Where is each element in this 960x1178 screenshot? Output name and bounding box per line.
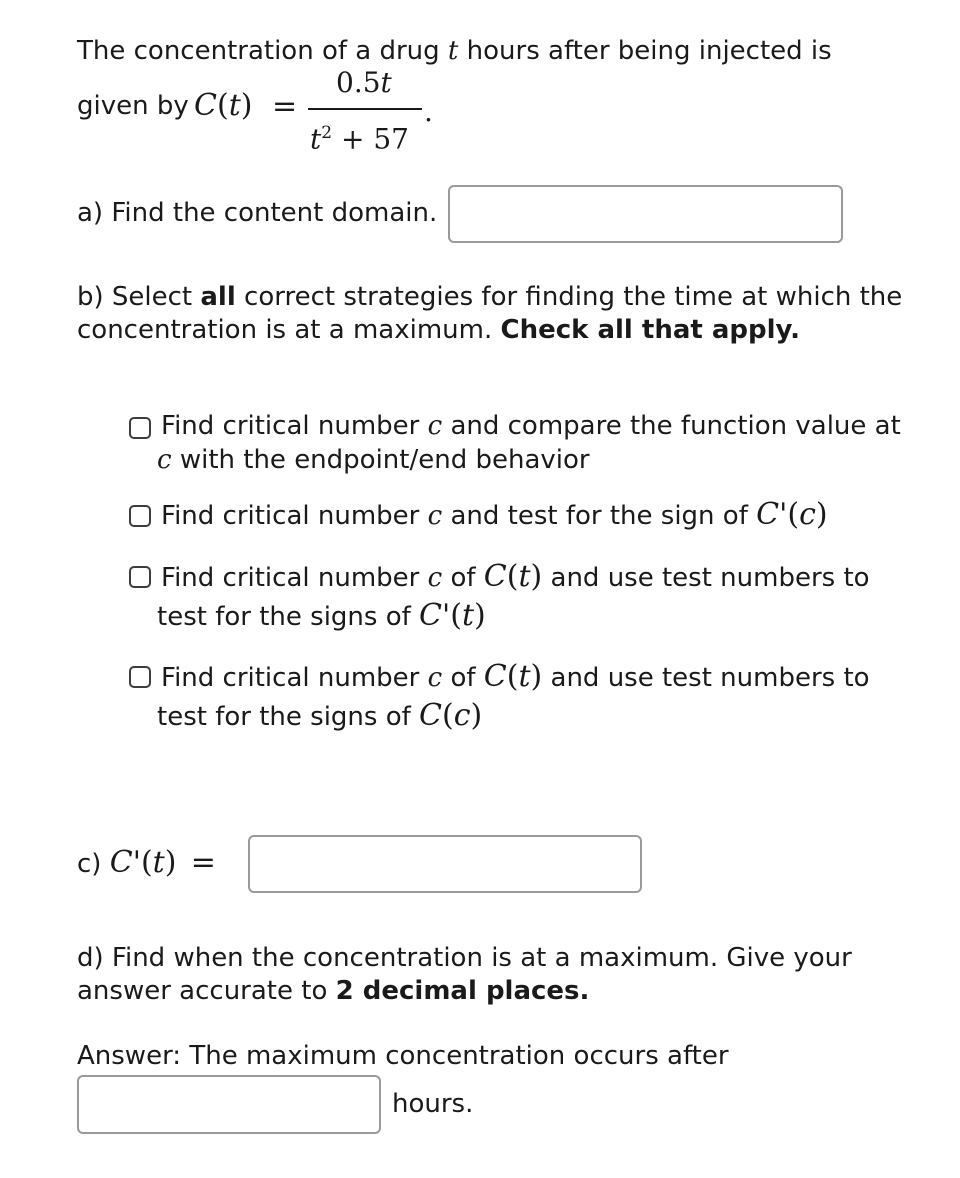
option-3-arg: t: [518, 559, 531, 594]
part-b-line-2: [77, 314, 800, 347]
option-2-var-c: c: [427, 501, 443, 531]
option-3-func: C: [483, 559, 507, 594]
option-4-close: ): [530, 659, 543, 694]
option-1-line-2-var-c: c: [157, 445, 172, 475]
option-2-arg: c: [799, 497, 816, 532]
option-4-of: of: [450, 663, 476, 693]
numerator-variable: t: [380, 66, 392, 99]
formula-rparen: ): [240, 88, 253, 123]
fraction-numerator: [336, 66, 392, 99]
option-3-var-c: c: [427, 563, 443, 593]
option-2-line-1: [161, 498, 828, 533]
derivative-input[interactable]: [248, 835, 642, 893]
option-4-func: C: [483, 659, 507, 694]
option-3-line-2-open: (: [450, 598, 462, 633]
option-3-of: of: [450, 563, 476, 593]
intro-line-1-pre: The concentration of a drug: [77, 36, 440, 66]
hours-unit: hours.: [392, 1089, 474, 1119]
option-4-line-2-open: (: [442, 698, 454, 733]
option-3-text-b: and use test numbers to: [550, 563, 870, 593]
part-b-line-2-pre: concentration is at a maximum.: [77, 315, 493, 345]
option-2-prime: ': [779, 497, 788, 532]
option-3-open: (: [506, 559, 519, 594]
option-4-var-c: c: [427, 663, 443, 693]
domain-input[interactable]: [448, 185, 843, 243]
part-b-line-2-bold: Check all that apply.: [500, 315, 800, 345]
option-3-line-2: [157, 599, 486, 634]
option-3-checkbox[interactable]: [129, 566, 151, 588]
part-c-func: C: [109, 845, 133, 880]
option-1-text-a: Find critical number: [161, 411, 420, 441]
option-3-text-a: Find critical number: [161, 563, 420, 593]
answer-label: Answer: The maximum concentration occurs after: [77, 1041, 729, 1071]
option-2-checkbox[interactable]: [129, 505, 151, 527]
intro-line-2: given by: [77, 91, 189, 121]
part-b-line-1-pre: b) Select: [77, 282, 193, 312]
option-2-close: ): [815, 497, 828, 532]
option-4-checkbox[interactable]: [129, 666, 151, 688]
fraction-denominator: [310, 117, 409, 155]
numerator-coefficient: 0.5: [336, 66, 381, 99]
option-4-line-2-close: ): [470, 698, 483, 733]
denominator-exponent: 2: [321, 123, 333, 143]
part-b-line-1-bold: all: [200, 282, 236, 312]
part-d-line-2: [77, 975, 589, 1008]
part-c-open: (: [140, 845, 153, 880]
option-1-line-2: [157, 444, 590, 477]
option-1-line-2-text: with the endpoint/end behavior: [179, 445, 590, 475]
option-2-open: (: [787, 497, 800, 532]
intro-variable-t: t: [447, 36, 459, 66]
option-1-var-c: c: [427, 411, 443, 441]
part-b-line-1: [77, 281, 902, 314]
part-c-arg: t: [152, 845, 165, 880]
option-4-open: (: [506, 659, 519, 694]
part-c-close: ): [164, 845, 177, 880]
part-b-line-1-post: correct strategies for finding the time at which the: [244, 282, 903, 312]
formula-lhs: [194, 89, 252, 122]
part-a-label: a) Find the content domain.: [77, 198, 438, 228]
part-d-line-1: d) Find when the concentration is at a maximum. Give your: [77, 943, 852, 973]
part-d-line-2-pre: answer accurate to: [77, 976, 328, 1006]
option-2-func: C: [756, 497, 780, 532]
option-3-close: ): [530, 559, 543, 594]
option-3-line-2-arg: t: [461, 598, 475, 633]
formula-equals: =: [272, 89, 298, 124]
option-3-line-2-prime: ': [442, 598, 451, 633]
option-1-text-b: and compare the function value at: [450, 411, 901, 441]
max-time-input[interactable]: [77, 1075, 381, 1134]
option-4-text-a: Find critical number: [161, 663, 420, 693]
part-c-label: [77, 846, 216, 881]
formula-function-name: C: [194, 88, 217, 123]
option-1-line-1: [161, 410, 901, 443]
option-4-line-2-func: C: [419, 698, 443, 733]
option-4-arg: t: [518, 659, 531, 694]
formula-lparen: (: [216, 88, 229, 123]
part-c-equals: =: [190, 845, 216, 880]
option-4-line-2-arg: c: [453, 698, 471, 733]
option-3-line-1: [161, 560, 870, 595]
option-3-line-2-text: test for the signs of: [157, 602, 411, 632]
option-4-text-b: and use test numbers to: [550, 663, 870, 693]
option-3-line-2-close: ): [474, 598, 486, 633]
part-c-prefix: c): [77, 849, 102, 879]
part-c-prime: ': [132, 845, 141, 880]
denominator-rest: + 57: [341, 122, 409, 156]
option-2-text-a: Find critical number: [161, 501, 420, 531]
option-4-line-2-text: test for the signs of: [157, 702, 411, 732]
option-4-line-2: [157, 699, 482, 734]
part-d-line-2-bold: 2 decimal places.: [335, 976, 590, 1006]
formula-argument: t: [228, 88, 241, 123]
formula-period: .: [424, 95, 433, 128]
function-formula: [190, 60, 450, 160]
option-1-checkbox[interactable]: [129, 417, 151, 439]
option-2-text-b: and test for the sign of: [450, 501, 748, 531]
denominator-variable: t: [310, 122, 322, 156]
intro-line-1-post: hours after being injected is: [466, 36, 832, 66]
option-4-line-1: [161, 660, 870, 695]
fraction-bar: [308, 108, 422, 110]
option-3-line-2-func: C: [419, 598, 443, 633]
